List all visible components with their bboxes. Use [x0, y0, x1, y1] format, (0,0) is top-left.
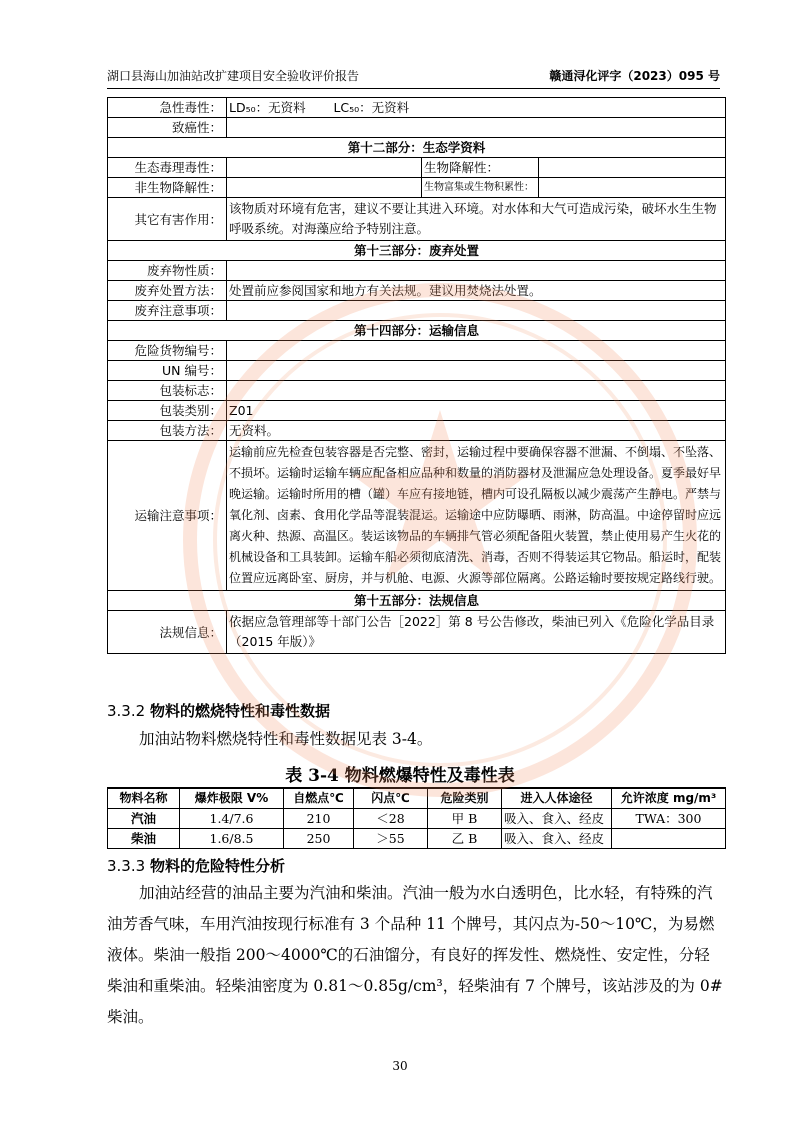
pack-method-value: 无资料。	[227, 421, 726, 441]
table34-header: 允许浓度 mg/m³	[612, 788, 726, 809]
table-cell: 吸入、食入、经皮	[502, 829, 612, 849]
table34-header: 危险类别	[428, 788, 502, 809]
waste-note-label: 废弃注意事项：	[108, 301, 227, 321]
nonbiodeg-label: 非生物降解性：	[108, 178, 227, 198]
table34-header: 进入人体途径	[502, 788, 612, 809]
pack-cat-value: Z01	[227, 401, 726, 421]
section-13-title: 第十三部分：废弃处置	[108, 241, 726, 261]
pack-method-label: 包装方法：	[108, 421, 227, 441]
other-harm-label: 其它有害作用：	[108, 198, 227, 241]
transport-label: 运输注意事项：	[108, 441, 227, 591]
reg-text: 依据应急管理部等十部门公告［2022］第 8 号公告修改，柴油已列入《危险化学品目录（2015 年版）》	[227, 611, 726, 654]
header-left: 湖口县海山加油站改扩建项目安全验收评价报告	[107, 69, 360, 83]
table-cell: 乙 B	[428, 829, 502, 849]
biodeg-label: 生物降解性：	[422, 158, 539, 178]
section-14-title: 第十四部分：运输信息	[108, 321, 726, 341]
waste-nature-label: 废弃物性质：	[108, 261, 227, 281]
header-right: 赣通浔化评字（2023）095 号	[549, 69, 720, 83]
table-row	[108, 829, 726, 849]
section-333-heading: 3.3.3 物料的危险特性分析	[107, 857, 285, 875]
table-cell: 汽油	[108, 809, 180, 829]
acute-tox-value: LD₅₀：无资料 LC₅₀：无资料	[227, 98, 726, 118]
table34-header-row	[108, 788, 726, 809]
table34-header: 爆炸极限 V%	[180, 788, 284, 809]
msds-table	[107, 97, 726, 654]
table-cell: TWA：300	[612, 809, 726, 829]
table-cell: ＞55	[354, 829, 428, 849]
table-cell: 1.6/8.5	[180, 829, 284, 849]
table-row	[108, 809, 726, 829]
table-cell: 210	[284, 809, 354, 829]
carcino-label: 致癌性：	[108, 118, 227, 138]
page-header	[107, 58, 720, 89]
table34-caption: 表 3-4 物料燃爆特性及毒性表	[285, 766, 515, 786]
waste-method-label: 废弃处置方法：	[108, 281, 227, 301]
table-cell: ＜28	[354, 809, 428, 829]
pack-mark-label: 包装标志：	[108, 381, 227, 401]
eco-tox-label: 生态毒理毒性：	[108, 158, 227, 178]
table-cell: 吸入、食入、经皮	[502, 809, 612, 829]
transport-text: 运输前应先检查包装容器是否完整、密封，运输过程中要确保容器不泄漏、不倒塌、不坠落、不损坏。运输时运输车辆应配备相应品种和数量的消防器材及泄漏应急处理设备。夏季最好早晚运输。运输时所用的槽（罐）车应有接地链，槽内可设孔隔板以减少震荡产生静电。严禁与氧化剂、卤素、食用化学品等混装混运。运输途中应防曝晒、雨淋，防高温。中途停留时应远离火种、热源、高温区。装运该物品的车辆排气管必须配备阻火装置，禁止使用易产生火花的机械设备和工具装卸。运输车船必须彻底清洗、消毒，否则不得装运其它物品。船运时，配装位置应远离卧室、厨房，并与机舱、电源、火源等部位隔离。公路运输时要按规定路线行驶。	[227, 441, 726, 591]
table-cell: 柴油	[108, 829, 180, 849]
section-15-title: 第十五部分：法规信息	[108, 591, 726, 611]
para-333: 加油站经营的油品主要为汽油和柴油。汽油一般为水白透明色，比水轻，有特殊的汽油芳香气味，车用汽油按现行标准有 3 个品种 11 个牌号，其闪点为-50～10℃，为易燃液体。柴油一般指 200～4000℃的石油馏分，有良好的挥发性、燃烧性、安定性，分轻柴油和重柴油。轻柴油密度为 0.81～0.85g/cm³，轻柴油有 7 个牌号，该站涉及的为 0#柴油。	[107, 884, 723, 1026]
table-cell	[612, 829, 726, 849]
page-number: 30	[392, 1059, 408, 1073]
pack-cat-label: 包装类别：	[108, 401, 227, 421]
table34-header: 自燃点℃	[284, 788, 354, 809]
other-harm-text: 该物质对环境有危害，建议不要让其进入环境。对水体和大气可造成污染，破坏水生生物呼吸系统。对海藻应给予特别注意。	[227, 198, 726, 241]
section-12-title: 第十二部分：生态学资料	[108, 138, 726, 158]
table34-header: 物料名称	[108, 788, 180, 809]
table-cell: 甲 B	[428, 809, 502, 829]
table34	[107, 787, 726, 849]
acute-tox-label: 急性毒性：	[108, 98, 227, 118]
waste-method-text: 处置前应参阅国家和地方有关法规。建议用焚烧法处置。	[227, 281, 726, 301]
intro-332: 加油站物料燃烧特性和毒性数据见表 3-4。	[139, 730, 433, 748]
un-no-label: UN 编号：	[108, 361, 227, 381]
bioacc-label: 生物富集或生物积累性：	[422, 178, 539, 198]
section-332-heading: 3.3.2 物料的燃烧特性和毒性数据	[107, 702, 330, 720]
table-cell: 1.4/7.6	[180, 809, 284, 829]
dg-no-label: 危险货物编号：	[108, 341, 227, 361]
reg-label: 法规信息：	[108, 611, 227, 654]
table34-header: 闪点℃	[354, 788, 428, 809]
table-cell: 250	[284, 829, 354, 849]
